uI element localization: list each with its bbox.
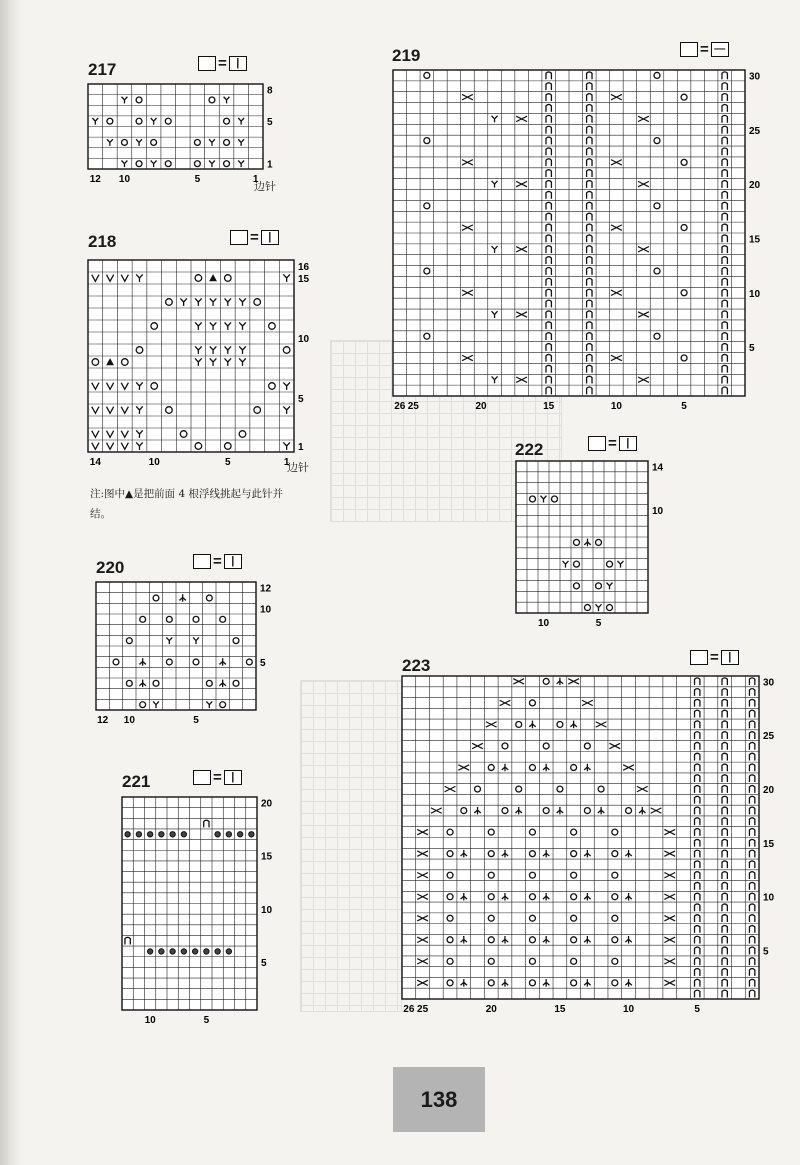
chart-217-legend — [198, 56, 247, 71]
row-number-label: 1 — [267, 159, 273, 171]
column-number-label: 12 — [97, 715, 109, 726]
chart-223-grid — [402, 676, 775, 1015]
column-number-label: 10 — [537, 618, 550, 629]
chart-222-number: 222 — [515, 440, 544, 459]
chart-218-legend — [230, 230, 279, 245]
column-number-label: 15 — [543, 401, 555, 412]
knit-symbol-icon: | — [229, 56, 247, 71]
row-number-label: 5 — [763, 946, 769, 958]
chart-218-side-label: 边针 — [287, 462, 309, 474]
row-number-label: 5 — [298, 394, 304, 405]
legend-equals: = — [250, 229, 259, 246]
column-number-label: 15 — [554, 1004, 566, 1015]
chart-221-legend — [193, 770, 242, 785]
knit-symbol-icon: | — [224, 770, 242, 785]
row-number-label: 15 — [261, 851, 273, 863]
chart-219-grid — [393, 70, 761, 412]
column-number-label: 10 — [622, 1004, 635, 1015]
knit-symbol-icon: | — [619, 436, 637, 451]
row-number-label: 10 — [763, 892, 775, 904]
column-number-label: 5 — [595, 618, 602, 629]
chart-217-side-label: 边针 — [254, 181, 276, 193]
knit-symbol-icon: | — [261, 230, 279, 245]
column-number-label: 1 — [252, 174, 259, 185]
row-number-label: 1 — [298, 442, 304, 453]
column-number-label: 26 — [403, 1004, 415, 1015]
column-number-label: 10 — [118, 174, 131, 185]
column-number-label: 10 — [123, 715, 135, 726]
column-number-label: 20 — [485, 1004, 497, 1015]
row-number-label: 10 — [298, 334, 310, 345]
chart-223-legend — [690, 650, 739, 665]
row-number-label: 20 — [749, 180, 761, 192]
chart-218-number: 218 — [88, 232, 117, 251]
row-number-label: 10 — [749, 288, 761, 300]
row-number-label: 5 — [261, 958, 267, 970]
column-number-label: 5 — [203, 1015, 210, 1026]
row-number-label: 30 — [763, 677, 775, 689]
chart-220-number: 220 — [96, 558, 125, 577]
row-number-label: 25 — [749, 125, 761, 137]
blank-cell-icon — [193, 554, 211, 569]
row-number-label: 10 — [260, 604, 272, 616]
column-number-label: 5 — [681, 401, 687, 412]
legend-equals: = — [608, 435, 617, 452]
column-number-label: 5 — [194, 174, 201, 185]
chart-219-number: 219 — [392, 46, 421, 65]
knit-symbol-icon: | — [224, 554, 242, 569]
row-number-label: 20 — [261, 798, 273, 810]
chart-218-note: 注:图中▲是把前面 4 根浮线挑起与此针并结。 — [90, 488, 283, 520]
chart-220-grid — [96, 582, 272, 726]
chart-223-number: 223 — [402, 656, 431, 675]
row-number-label: 25 — [763, 731, 775, 743]
row-number-label: 15 — [763, 838, 775, 850]
purl-symbol-icon: — — [711, 42, 729, 57]
chart-220-legend — [193, 554, 242, 569]
knit-symbol-icon: | — [721, 650, 739, 665]
row-number-label: 12 — [260, 583, 272, 595]
row-number-label: 16 — [298, 262, 310, 273]
blank-cell-icon — [690, 650, 708, 665]
chart-221-number: 221 — [122, 772, 151, 791]
column-number-label: 10 — [148, 457, 160, 468]
row-number-label: 30 — [749, 71, 761, 83]
row-number-label: 15 — [749, 234, 761, 246]
chart-219-legend — [680, 42, 729, 57]
blank-cell-icon — [193, 770, 211, 785]
column-number-label: 25 — [417, 1004, 429, 1015]
legend-equals: = — [213, 553, 222, 570]
chart-222-grid — [516, 461, 664, 629]
blank-cell-icon — [680, 42, 698, 57]
blank-cell-icon — [588, 436, 606, 451]
blank-cell-icon — [198, 56, 216, 71]
legend-equals: = — [213, 769, 222, 786]
row-number-label: 14 — [652, 462, 664, 474]
row-number-label: 20 — [763, 785, 775, 797]
bleed-through — [300, 680, 402, 1012]
column-number-label: 20 — [475, 401, 487, 412]
row-number-label: 15 — [298, 274, 310, 285]
column-number-label: 5 — [225, 457, 231, 468]
column-number-label: 10 — [144, 1015, 156, 1026]
chart-222-legend — [588, 436, 637, 451]
column-number-label: 14 — [89, 457, 101, 468]
column-number-label: 5 — [193, 715, 199, 726]
grid-lines — [122, 797, 257, 1010]
binding-gutter — [0, 0, 22, 1165]
column-number-label: 1 — [283, 457, 290, 468]
column-number-label: 5 — [694, 1004, 700, 1015]
chart-217-grid — [88, 84, 273, 185]
row-number-label: 10 — [652, 505, 664, 517]
column-number-label: 12 — [89, 174, 101, 185]
legend-equals: = — [710, 649, 719, 666]
row-number-label: 10 — [261, 904, 273, 916]
column-number-label: 25 — [407, 401, 419, 412]
legend-equals: = — [700, 41, 709, 58]
legend-equals: = — [218, 55, 227, 72]
row-number-label: 5 — [749, 343, 755, 355]
page-number: 138 — [393, 1067, 485, 1132]
column-number-label: 26 — [394, 401, 406, 412]
column-number-label: 10 — [610, 401, 622, 412]
row-number-label: 5 — [267, 117, 273, 129]
blank-cell-icon — [230, 230, 248, 245]
row-number-label: 8 — [267, 85, 273, 97]
chart-217-number: 217 — [88, 60, 117, 79]
row-number-label: 5 — [260, 658, 266, 669]
chart-221-grid — [122, 797, 273, 1026]
